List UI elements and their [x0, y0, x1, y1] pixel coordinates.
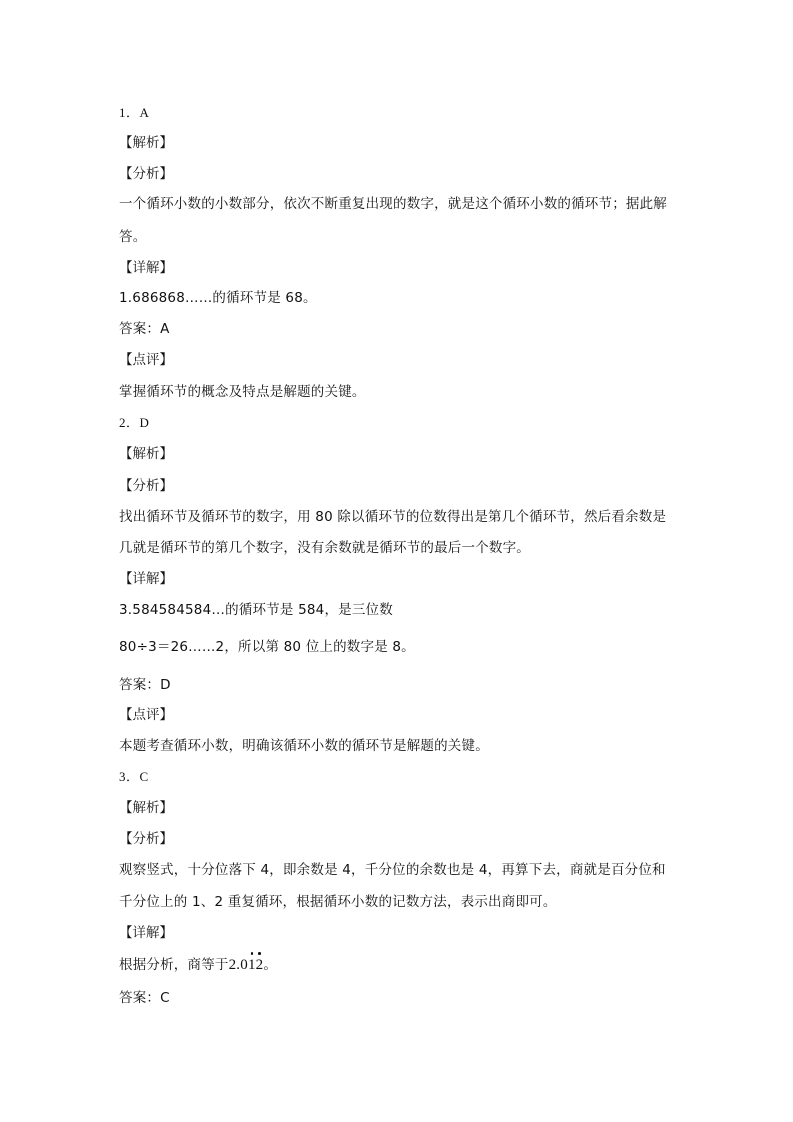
q1-xiangjie-heading: 【详解】 — [119, 260, 173, 276]
q2-detail-line1: 3.584584584…的循环节是 584，是三位数 — [119, 602, 393, 618]
q3-jiexi-heading: 【解析】 — [119, 800, 173, 816]
q2-answer: 答案：D — [119, 677, 171, 693]
q2-fenxi-heading: 【分析】 — [119, 478, 173, 494]
q2-number: 2．D — [119, 415, 150, 430]
q3-answer: 答案：C — [119, 990, 170, 1006]
q2-analysis-line2: 几就是循环节的第几个数字，没有余数就是循环节的最后一个数字。 — [119, 540, 530, 556]
q2-analysis-line1: 找出循环节及循环节的数字，用 80 除以循环节的位数得出是第几个循环节，然后看余数是 — [119, 509, 667, 525]
q2-dianping-heading: 【点评】 — [119, 707, 173, 723]
q1-analysis-line1: 一个循环小数的小数部分，依次不断重复出现的数字，就是这个循环小数的循环节；据此解 — [119, 196, 667, 212]
q1-jiexi-heading: 【解析】 — [119, 135, 173, 151]
repeating-digit-2: 2 — [255, 957, 264, 973]
q1-analysis-line2: 答。 — [119, 229, 147, 245]
q3-analysis-line2: 千分位上的 1、2 重复循环，根据循环小数的记数方法，表示出商即可。 — [119, 894, 557, 910]
q1-number: 1．A — [119, 105, 150, 120]
q2-jiexi-heading: 【解析】 — [119, 446, 173, 462]
repeating-digit-1: 1 — [247, 957, 256, 973]
q3-analysis-line1: 观察竖式，十分位落下 4，即余数是 4，千分位的余数也是 4，再算下去，商就是百分位和 — [119, 862, 666, 878]
q3-detail-suffix: 。 — [263, 957, 278, 973]
q1-dianping-heading: 【点评】 — [119, 352, 173, 368]
q1-fenxi-heading: 【分析】 — [119, 166, 173, 182]
q2-comment: 本题考查循环小数，明确该循环小数的循环节是解题的关键。 — [119, 738, 489, 754]
q3-fenxi-heading: 【分析】 — [119, 831, 173, 847]
q3-detail — [119, 955, 277, 975]
q1-detail: 1.686868……的循环节是 68。 — [119, 290, 317, 306]
q3-number: 3．C — [119, 769, 149, 784]
q2-xiangjie-heading: 【详解】 — [119, 571, 173, 587]
q1-answer: 答案：A — [119, 321, 170, 337]
q1-comment: 掌握循环节的概念及特点是解题的关键。 — [119, 384, 366, 400]
repeating-decimal — [229, 957, 264, 973]
q2-detail-line2: 80÷3＝26……2，所以第 80 位上的数字是 8。 — [119, 639, 415, 655]
repeating-decimal-base: 2.0 — [228, 957, 248, 973]
q3-detail-prefix: 根据分析，商等于 — [119, 957, 229, 973]
q3-xiangjie-heading: 【详解】 — [119, 925, 173, 941]
